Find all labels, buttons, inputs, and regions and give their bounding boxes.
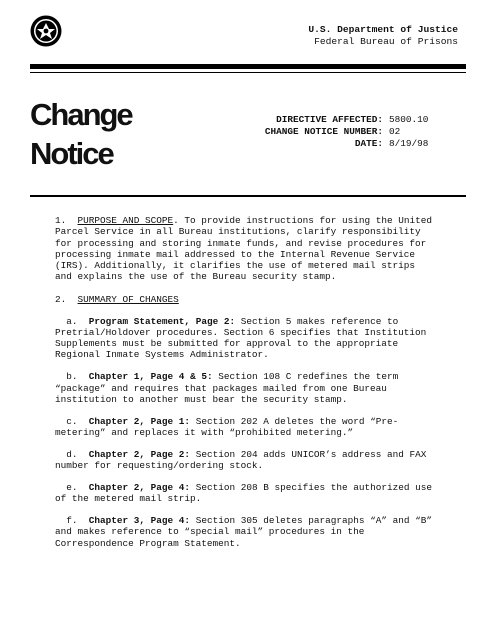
item-text: Section 204 adds UNICOR’s address and FAX number for requesting/ordering stock. bbox=[55, 448, 427, 472]
item-reference: Chapter 2, Page 1: bbox=[88, 415, 191, 427]
date-value: 8/19/98 bbox=[389, 138, 429, 149]
title-line-2: Notice bbox=[30, 136, 113, 171]
item-text: Section 208 B specifies the authorized use of the metered mail strip. bbox=[55, 481, 432, 505]
agency-header bbox=[308, 24, 458, 48]
doj-seal-icon bbox=[30, 15, 62, 47]
section-summary-heading bbox=[55, 294, 435, 305]
item-reference: Program Statement, Page 2: bbox=[88, 315, 236, 327]
item-reference: Chapter 1, Page 4 & 5: bbox=[88, 371, 213, 383]
directive-affected-value: 5800.10 bbox=[389, 114, 429, 125]
item-text: Section 202 A deletes the word “Pre-metering” and replaces it with “prohibited metering.” bbox=[55, 415, 399, 438]
change-item-a bbox=[55, 316, 435, 361]
item-letter: d. bbox=[66, 448, 78, 460]
bureau-name: Federal Bureau of Prisons bbox=[314, 36, 458, 47]
document-body bbox=[55, 215, 435, 549]
section-number: 1. bbox=[55, 215, 67, 226]
item-reference: Chapter 3, Page 4: bbox=[88, 514, 191, 526]
header-rule-thick bbox=[30, 64, 466, 69]
section-text: . To provide instructions for using the United Parcel Service in all Bureau institutions, clarify responsibility for processing and storing inmate funds, and revise procedures for processing inmate mail addressed to the Internal Revenue Service (IRS). Additionally, it clarifies the use of metered mail strips and explains the use of the Bureau security stamp. bbox=[55, 215, 432, 283]
item-letter: a. bbox=[66, 315, 78, 327]
section-number: 2. bbox=[55, 293, 67, 305]
title-line-1: Change bbox=[30, 97, 132, 132]
item-text: Section 108 C redefines the term “package” and requires that packages mailed from one Bureau institution to another must bear the security stamp. bbox=[55, 371, 399, 405]
date-row bbox=[245, 138, 430, 150]
item-text: Section 5 makes reference to Pretrial/Holdover procedures. Section 6 specifies that Institution Supplements must be submitted for approval to the appropriate Regional Inmate Systems Administrator. bbox=[55, 315, 427, 361]
section-purpose-scope bbox=[55, 215, 435, 283]
change-item-f bbox=[55, 515, 435, 549]
item-letter: b. bbox=[66, 371, 78, 383]
item-text: Section 305 deletes paragraphs “A” and “B” and makes reference to “special mail” procedures in the Correspondence Program Statement. bbox=[55, 514, 432, 549]
change-item-d bbox=[55, 449, 435, 472]
directive-affected-row bbox=[245, 114, 430, 126]
item-letter: e. bbox=[66, 481, 78, 493]
date-label: DATE: bbox=[354, 138, 383, 149]
change-item-e bbox=[55, 482, 435, 505]
section-heading: PURPOSE AND SCOPE bbox=[77, 215, 174, 226]
change-item-c bbox=[55, 416, 435, 439]
department-name: U.S. Department of Justice bbox=[308, 24, 458, 35]
change-notice-number-label: CHANGE NOTICE NUMBER: bbox=[264, 126, 383, 137]
directive-affected-label: DIRECTIVE AFFECTED: bbox=[276, 114, 383, 125]
change-item-b bbox=[55, 371, 435, 405]
header-rule-thin bbox=[30, 72, 466, 73]
item-reference: Chapter 2, Page 2: bbox=[88, 448, 191, 460]
item-letter: f. bbox=[66, 514, 78, 526]
section-rule bbox=[30, 195, 466, 197]
page-title bbox=[30, 95, 132, 173]
item-reference: Chapter 2, Page 4: bbox=[88, 481, 191, 493]
item-letter: c. bbox=[66, 415, 78, 427]
change-notice-number-row bbox=[245, 126, 430, 138]
section-heading: SUMMARY OF CHANGES bbox=[77, 293, 179, 305]
change-notice-number-value: 02 bbox=[389, 126, 401, 137]
directive-info bbox=[245, 114, 430, 150]
